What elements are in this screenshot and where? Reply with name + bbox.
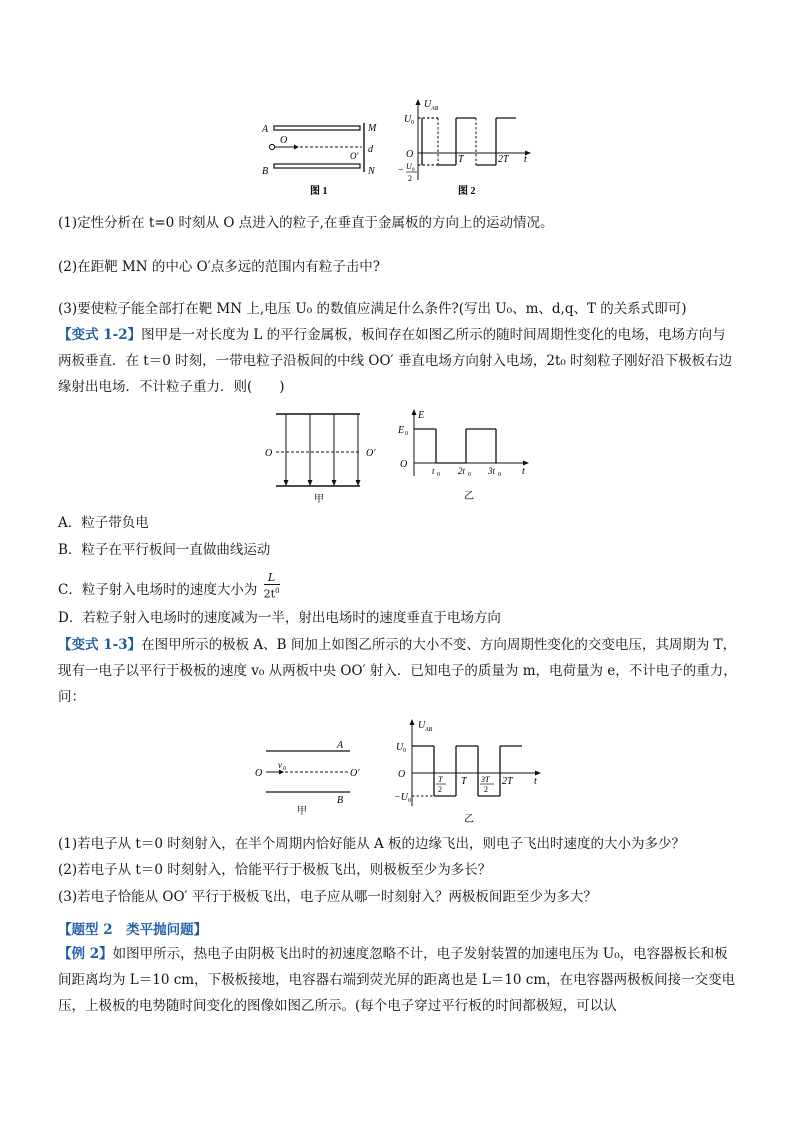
fig4-yaxis-label: E [418, 410, 425, 421]
fig6-halfT-num: T [438, 775, 443, 784]
fig6-neg-u0: −U [394, 792, 408, 803]
fig2-caption: 图 2 [458, 186, 476, 197]
fig1-label-o-prime: O' [350, 151, 359, 161]
variant-1-3-question-1: (1)若电子从 t＝0 时刻射入，在半个周期内恰好能从 A 板的边缘飞出，则电子飞出时速度的大小为多少？ [58, 836, 686, 852]
fig4-e0-sub: 0 [405, 431, 408, 437]
figure-1-parallel-plates [258, 118, 388, 200]
fig2-origin: O [406, 149, 414, 160]
option-c-den-sup: 0 [275, 587, 280, 595]
fig1-label-b: B [262, 166, 269, 177]
option-c-numerator: L [264, 572, 280, 585]
option-d: D．若粒子射入电场时的速度减为一半，射出电场时的速度垂直于电场方向 [58, 610, 501, 626]
question-2: (2)在距靶 MN 的中心 O′点多远的范围内有粒子击中? [58, 259, 381, 275]
fig2-t-tick: T [458, 154, 464, 165]
fig1-label-o: O [280, 135, 288, 146]
fig5-label-b: B [337, 795, 344, 806]
fig4-t0-tick: t [432, 466, 435, 476]
fig1-label-a: A [262, 124, 269, 135]
option-b: B．粒子在平行板间一直做曲线运动 [58, 542, 271, 558]
fig2-half-num: U [406, 162, 412, 171]
fig4-2t0-sub: 0 [468, 472, 471, 478]
option-a: A．粒子带负电 [58, 515, 149, 531]
fig2-half-sub: 0 [412, 168, 415, 173]
fig6-neg-sub: 0 [408, 798, 411, 804]
variant-1-2-paragraph [58, 322, 738, 400]
fig4-origin: O [400, 459, 408, 470]
example-2-paragraph [58, 941, 738, 1019]
fig2-2t-tick: 2T [498, 154, 509, 165]
fig6-u0-label: U [396, 742, 404, 753]
fig6-3halfT-num: 3T [481, 775, 490, 784]
option-c-text: C．粒子射入电场时的速度大小为 [58, 581, 258, 598]
option-c-fraction [264, 572, 280, 601]
fig5-v0-sub: 0 [283, 766, 286, 772]
fig6-yaxis-label: U [418, 720, 426, 731]
fig6-yaxis-sub: AB [425, 727, 433, 733]
fig6-halfT-den: 2 [438, 785, 442, 794]
figure-2-voltage-graph [398, 98, 538, 200]
question-3: (3)要使粒子能全部打在靶 MN 上,电压 U₀ 的数值应满足什么条件?(写出 U₀、m、d,q、T 的关系式即可) [58, 301, 687, 317]
figure-3-field-plates [262, 412, 392, 504]
fig1-caption: 图 1 [310, 186, 328, 197]
section-heading-type-2: 【题型 2 类平抛问题】 [58, 922, 208, 938]
fig1-label-m: M [368, 123, 377, 134]
option-c [58, 571, 280, 605]
fig1-label-d: d [368, 144, 373, 155]
fig6-origin: O [398, 769, 406, 780]
option-c-denominator [264, 585, 280, 601]
variant-1-3-question-2: (2)若电子从 t＝0 时刻射入，恰能平行于极板飞出，则极板至少为多长？ [58, 862, 492, 878]
fig6-3halfT-den: 2 [484, 785, 488, 794]
fig5-label-a: A [337, 740, 344, 751]
fig5-label-o: O [255, 768, 263, 779]
fig4-e0-label: E [398, 425, 405, 436]
fig6-caption: 乙 [464, 814, 474, 825]
fig5-label-o-prime: O′ [350, 768, 360, 779]
fig4-3t0-tick: 3t [488, 466, 496, 476]
figure-4-field-graph [394, 406, 534, 504]
fig2-yaxis-label: U [424, 99, 432, 110]
question-1: (1)定性分析在 t=0 时刻从 O 点进入的粒子,在垂直于金属板的方向上的运动情况。 [58, 215, 554, 231]
fig1-label-n: N [368, 166, 375, 177]
fig2-u0-label: U [404, 114, 412, 125]
fig6-t-tick: T [461, 776, 467, 787]
fig5-v0: v [278, 760, 282, 770]
variant-1-2-text: 图甲是一对长度为 L 的平行金属板，板间存在如图乙所示的随时间周期性变化的电场，电场方向与两板垂直．在 t＝0 时刻，一带电粒子沿板间的中线 OO′ 垂直电场方向射入电场，2t₀ 时刻粒子刚好沿下极板右边缘射出电场．不计粒子重力．则( ) [58, 327, 733, 395]
fig4-t-axis: t [522, 466, 525, 477]
variant-1-2-tag: 【变式 1-2】 [58, 327, 142, 343]
fig6-2t-tick: 2T [502, 776, 513, 787]
fig4-t0-sub: 0 [437, 472, 440, 478]
fig2-yaxis-sub: AB [431, 106, 439, 112]
figure-5-plates [252, 736, 372, 816]
fig2-u0-sub: 0 [411, 120, 414, 126]
fig3-label-o-prime: O′ [366, 448, 376, 459]
fig3-label-o: O [265, 448, 273, 459]
fig2-half-den: 2 [408, 174, 412, 183]
variant-1-3-question-3: (3)若电子恰能从 OO′ 平行于极板飞出，电子应从哪一时刻射入？两极板间距至少为多大？ [58, 889, 597, 905]
figure-6-voltage-graph [394, 716, 546, 826]
variant-1-3-tag: 【变式 1-3】 [58, 637, 142, 653]
variant-1-3-paragraph [58, 632, 738, 710]
example-2-text: 如图甲所示，热电子由阴极飞出时的初速度忽略不计，电子发射装置的加速电压为 U₀，电容器板长和板间距离均为 L＝10 cm，下极板接地，电容器右端到荧光屏的距离也是 L＝10 cm，在电容器两极板间接一交变电压，上极板的电势随时间变化的图像如图乙所示。(每个电子穿过平行板的时间都极短，可以认 [58, 946, 736, 1014]
fig6-t-axis: t [534, 776, 537, 787]
fig5-caption: 甲 [297, 806, 307, 816]
fig3-caption: 甲 [314, 494, 324, 504]
fig4-3t0-sub: 0 [498, 472, 501, 478]
fig2-t-axis: t [524, 154, 527, 165]
fig6-u0-sub: 0 [403, 748, 406, 754]
fig4-caption: 乙 [464, 491, 474, 502]
variant-1-3-text: 在图甲所示的极板 A、B 间加上如图乙所示的大小不变、方向周期性变化的交变电压，其周期为 T，现有一电子以平行于极板的速度 v₀ 从两板中央 OO′ 射入．已知电子的质量为 m，电荷量为 e，不计电子的重力，问： [58, 637, 737, 705]
fig2-neg-sign: − [398, 165, 404, 176]
example-2-tag: 【例 2】 [58, 946, 113, 962]
fig4-2t0-tick: 2t [458, 466, 466, 476]
option-c-den-base: 2t [263, 587, 276, 601]
